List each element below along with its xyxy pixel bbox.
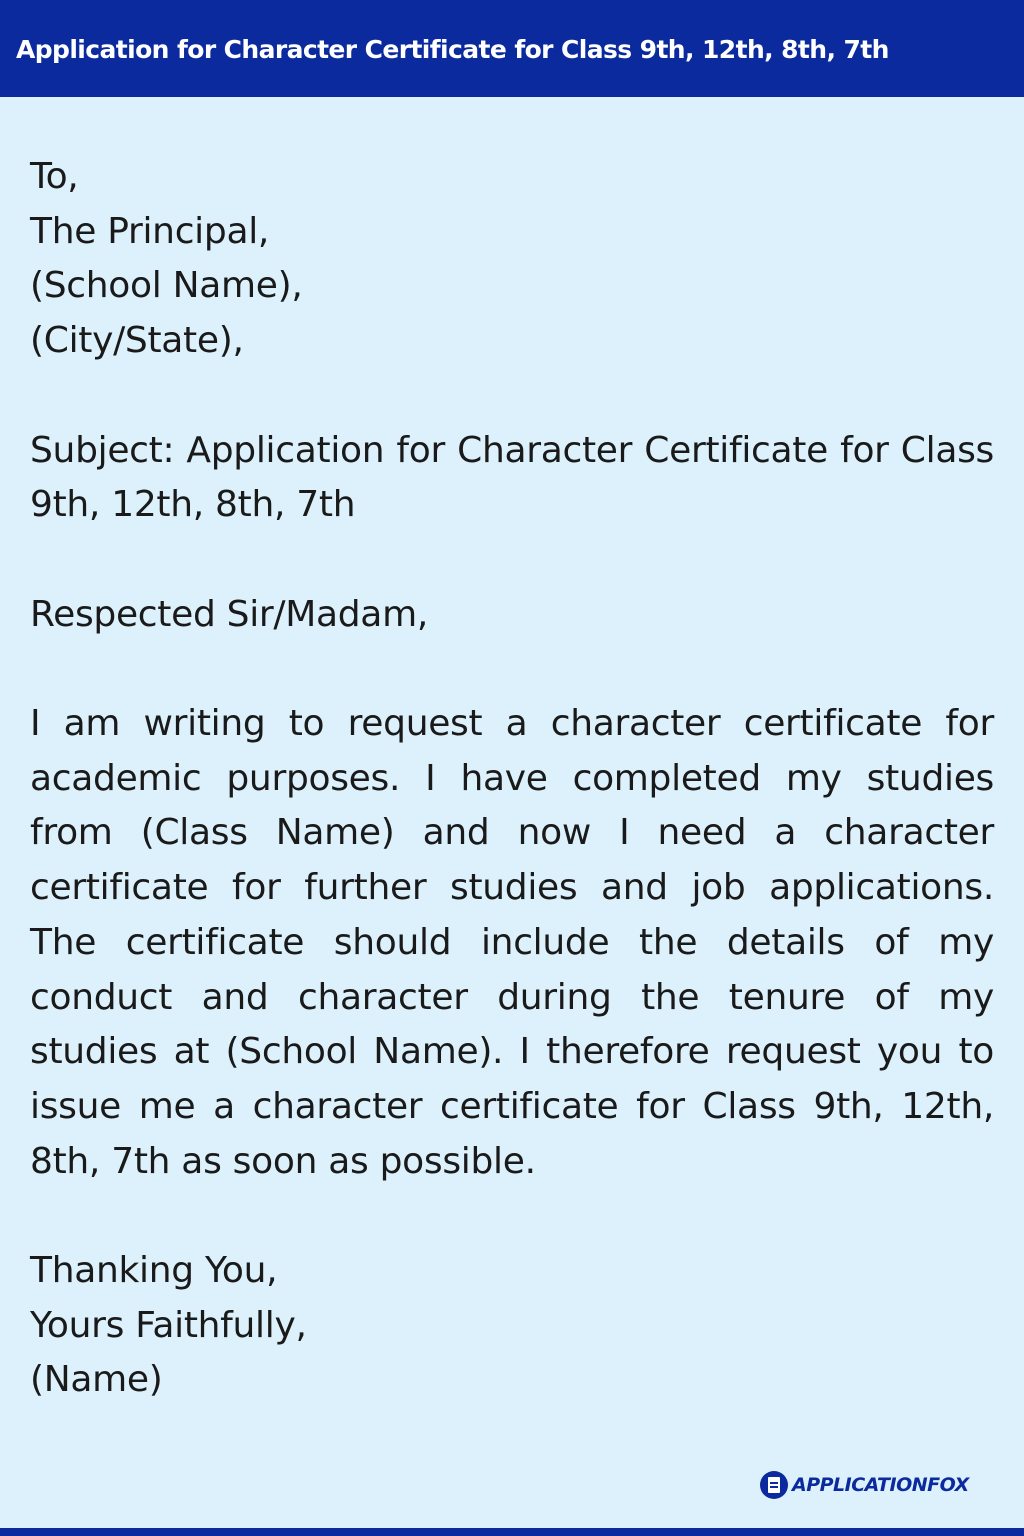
address-to: To,	[30, 156, 79, 197]
address-school: (School Name),	[30, 265, 303, 307]
footer-bar	[0, 1528, 1024, 1536]
spacer	[30, 1189, 994, 1244]
header-bar	[0, 0, 1024, 97]
spacer	[30, 533, 994, 588]
letter-body	[30, 150, 994, 1408]
brand-text: APPLICATIONFOX	[792, 1474, 969, 1496]
address-recipient: The Principal,	[30, 210, 270, 252]
page-title: Application for Character Certificate for Class 9th, 12th, 8th, 7th	[16, 35, 889, 64]
letter-subject: Subject: Application for Character Certificate for Class 9th, 12th, 8th, 7th	[30, 429, 994, 526]
letter-paragraph: I am writing to request a character certificate for academic purposes. I have completed my studies from (Class Name) and now I need a character certificate for further studies and job applications. The certificate should include the details of my conduct and character during the tenure of my studies at (School Name). I therefore request you to issue me a character certificate for Class 9th, 12th, 8th, 7th as soon as possible.	[30, 702, 994, 1182]
brand-logo	[760, 1469, 969, 1501]
letter-salutation: Respected Sir/Madam,	[30, 593, 428, 635]
spacer	[30, 369, 994, 424]
document-icon	[760, 1471, 788, 1499]
letter-name: (Name)	[30, 1359, 163, 1401]
letter-closing: Thanking You,	[30, 1250, 278, 1291]
letter-signoff: Yours Faithfully,	[30, 1304, 307, 1346]
address-city: (City/State),	[30, 320, 244, 362]
spacer	[30, 642, 994, 697]
